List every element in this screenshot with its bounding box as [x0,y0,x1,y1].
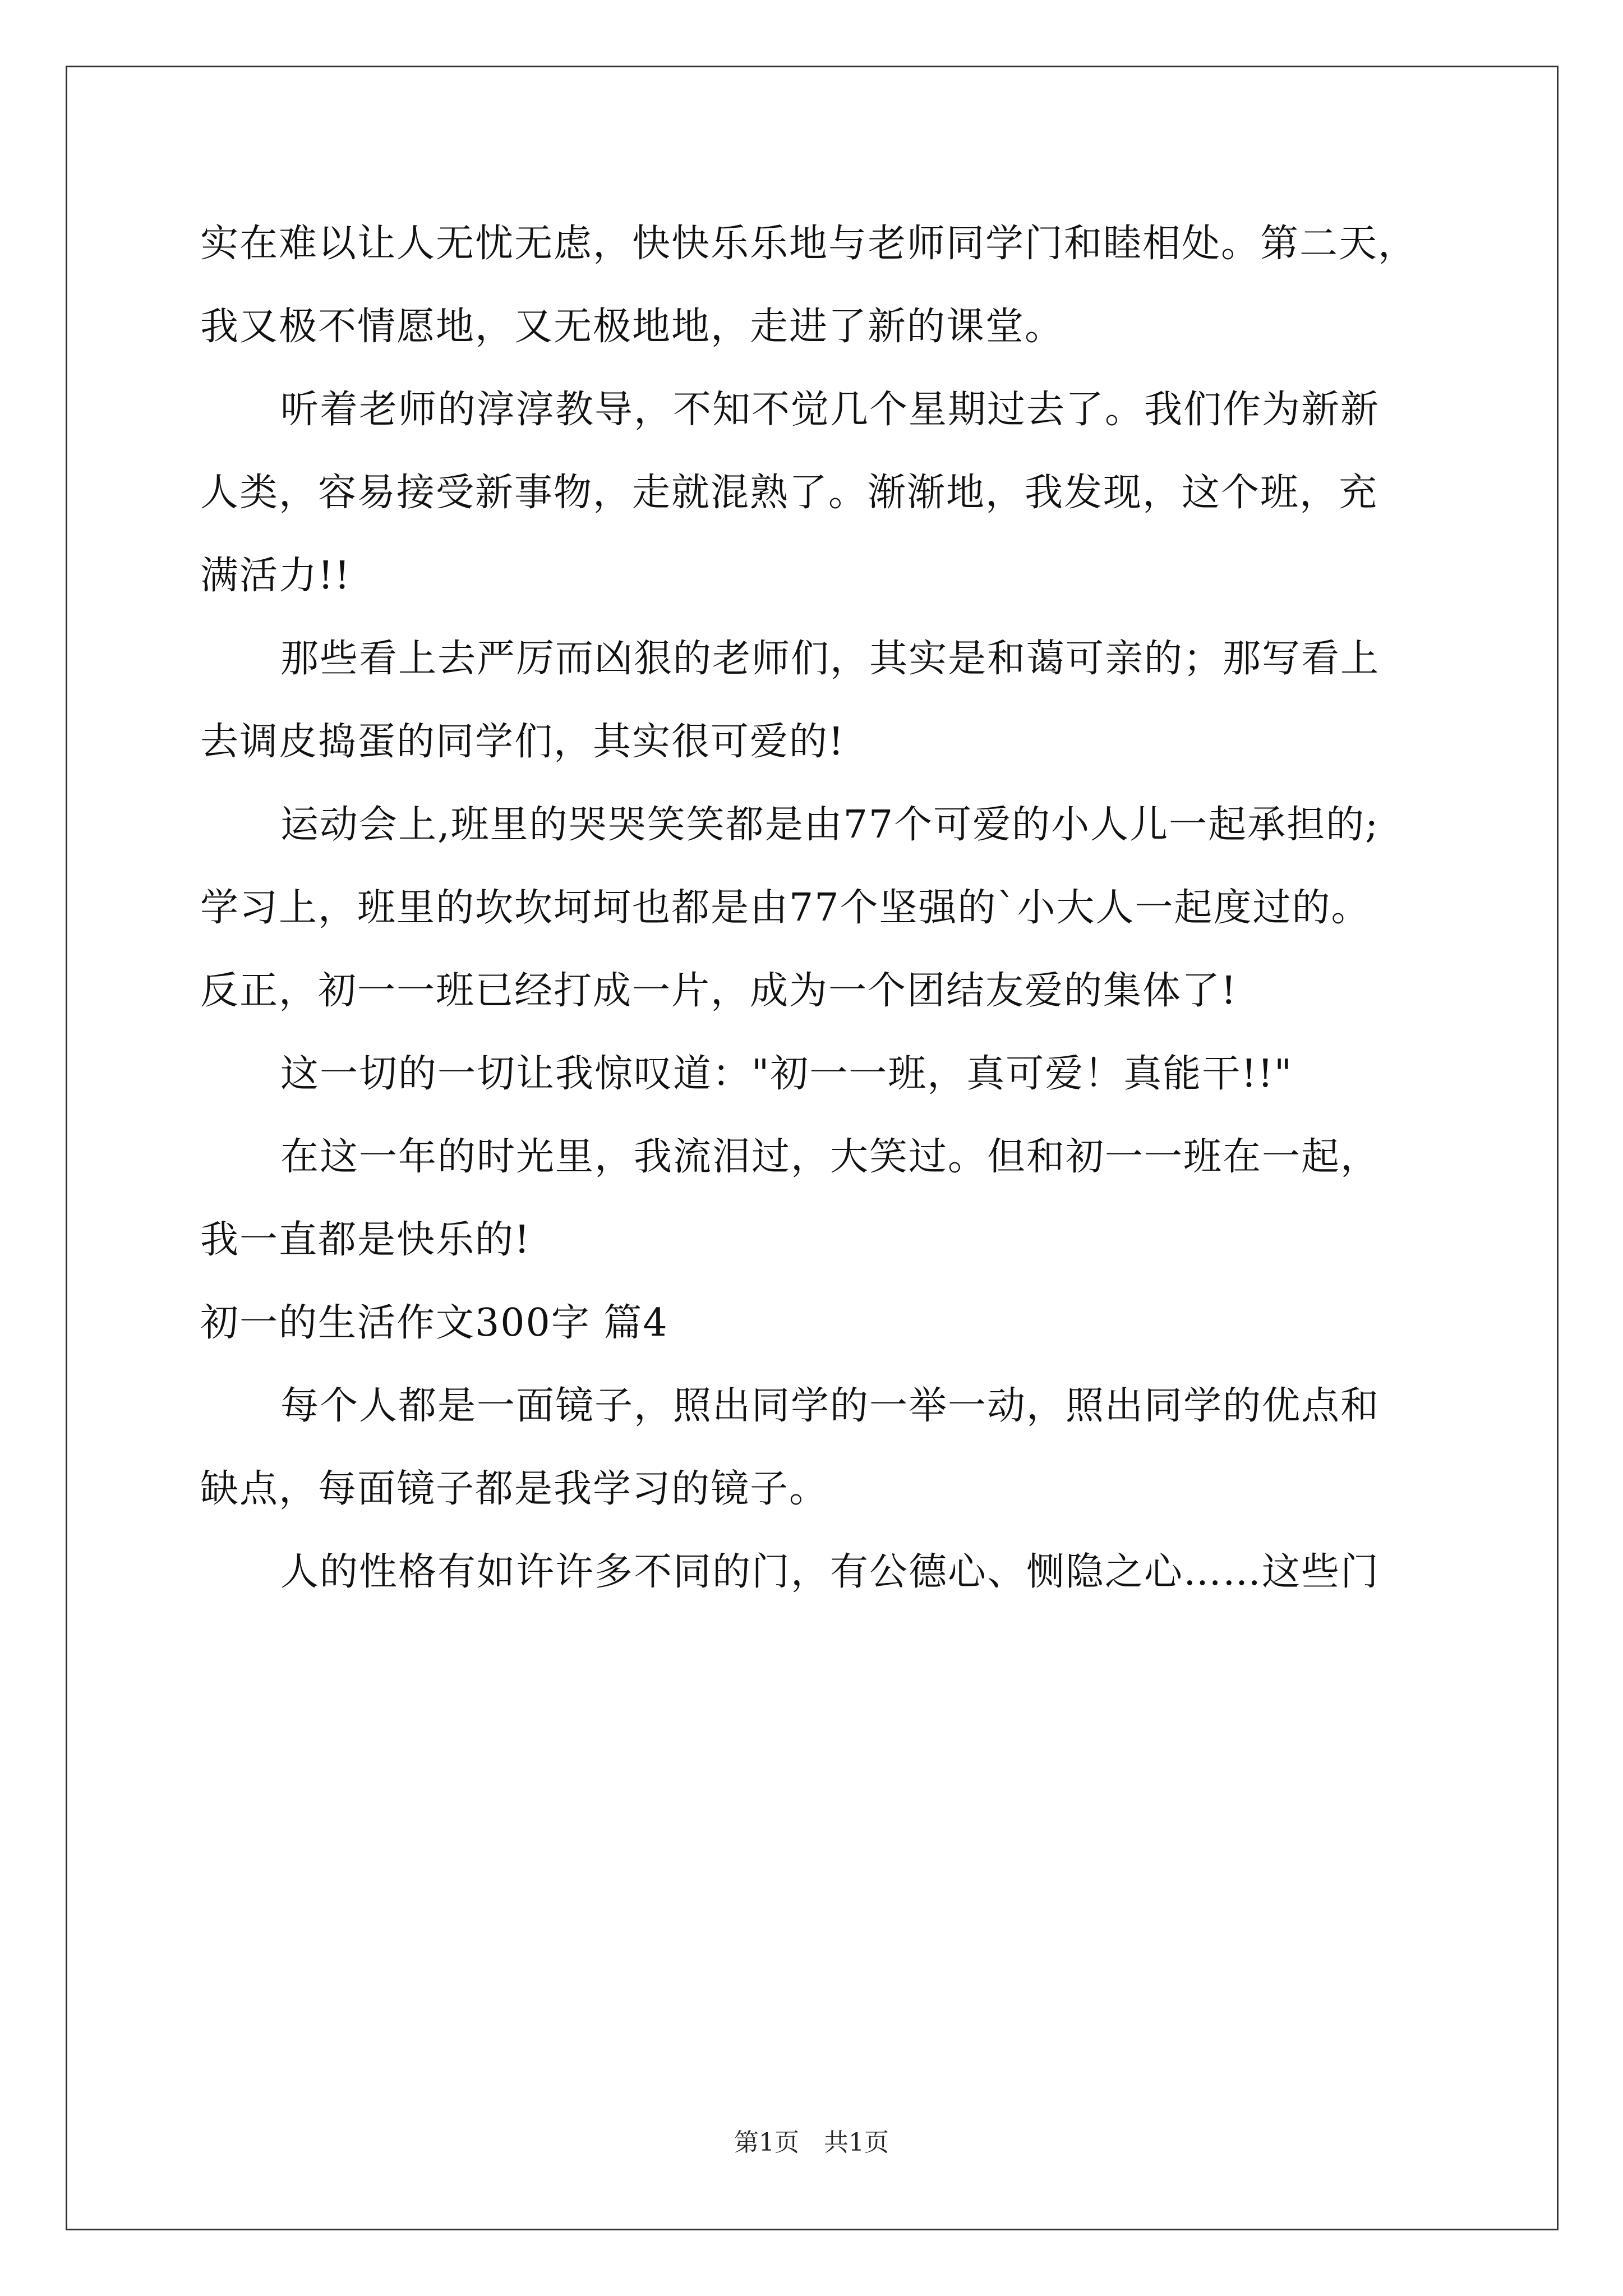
section-heading: 初一的生活作文300字 篇4 [200,1301,668,1345]
text-line: 我又极不情愿地，又无极地地，走进了新的课堂。 [200,305,1064,349]
paragraph-start: 每个人都是一面镜子，照出同学的一举一动，照出同学的优点和 [280,1384,1380,1428]
text-line: 人类，容易接受新事物，走就混熟了。渐渐地，我发现，这个班，充 [200,471,1378,515]
paragraph-start: 人的性格有如许许多不同的门，有公德心、恻隐之心……这些门 [280,1550,1380,1594]
page-footer: 第1页 共1页 [734,2128,889,2157]
text-line: 学习上，班里的坎坎坷坷也都是由77个坚强的`小大人一起度过的。 [200,886,1371,930]
paragraph-start: 那些看上去严厉而凶狠的老师们，其实是和蔼可亲的；那写看上 [280,637,1380,681]
paragraph-start: 听着老师的淳淳教导，不知不觉几个星期过去了。我们作为新新 [280,388,1380,432]
text-line: 去调皮捣蛋的同学们，其实很可爱的! [200,720,845,764]
text-line: 缺点，每面镜子都是我学习的镜子。 [200,1467,829,1511]
text-line: 反正，初一一班已经打成一片，成为一个团结友爱的集体了! [200,969,1238,1013]
text-line: 实在难以让人无忧无虑，快快乐乐地与老师同学门和睦相处。第二天， [200,222,1418,266]
paragraph-start: 这一切的一切让我惊叹道："初一一班，真可爱！真能干!!" [280,1052,1293,1096]
paragraph-start: 运动会上,班里的哭哭笑笑都是由77个可爱的小人儿一起承担的; [280,803,1380,847]
paragraph-start: 在这一年的时光里，我流泪过，大笑过。但和初一一班在一起， [280,1135,1380,1179]
text-line: 满活力!! [200,554,351,598]
text-line: 我一直都是快乐的! [200,1218,531,1262]
